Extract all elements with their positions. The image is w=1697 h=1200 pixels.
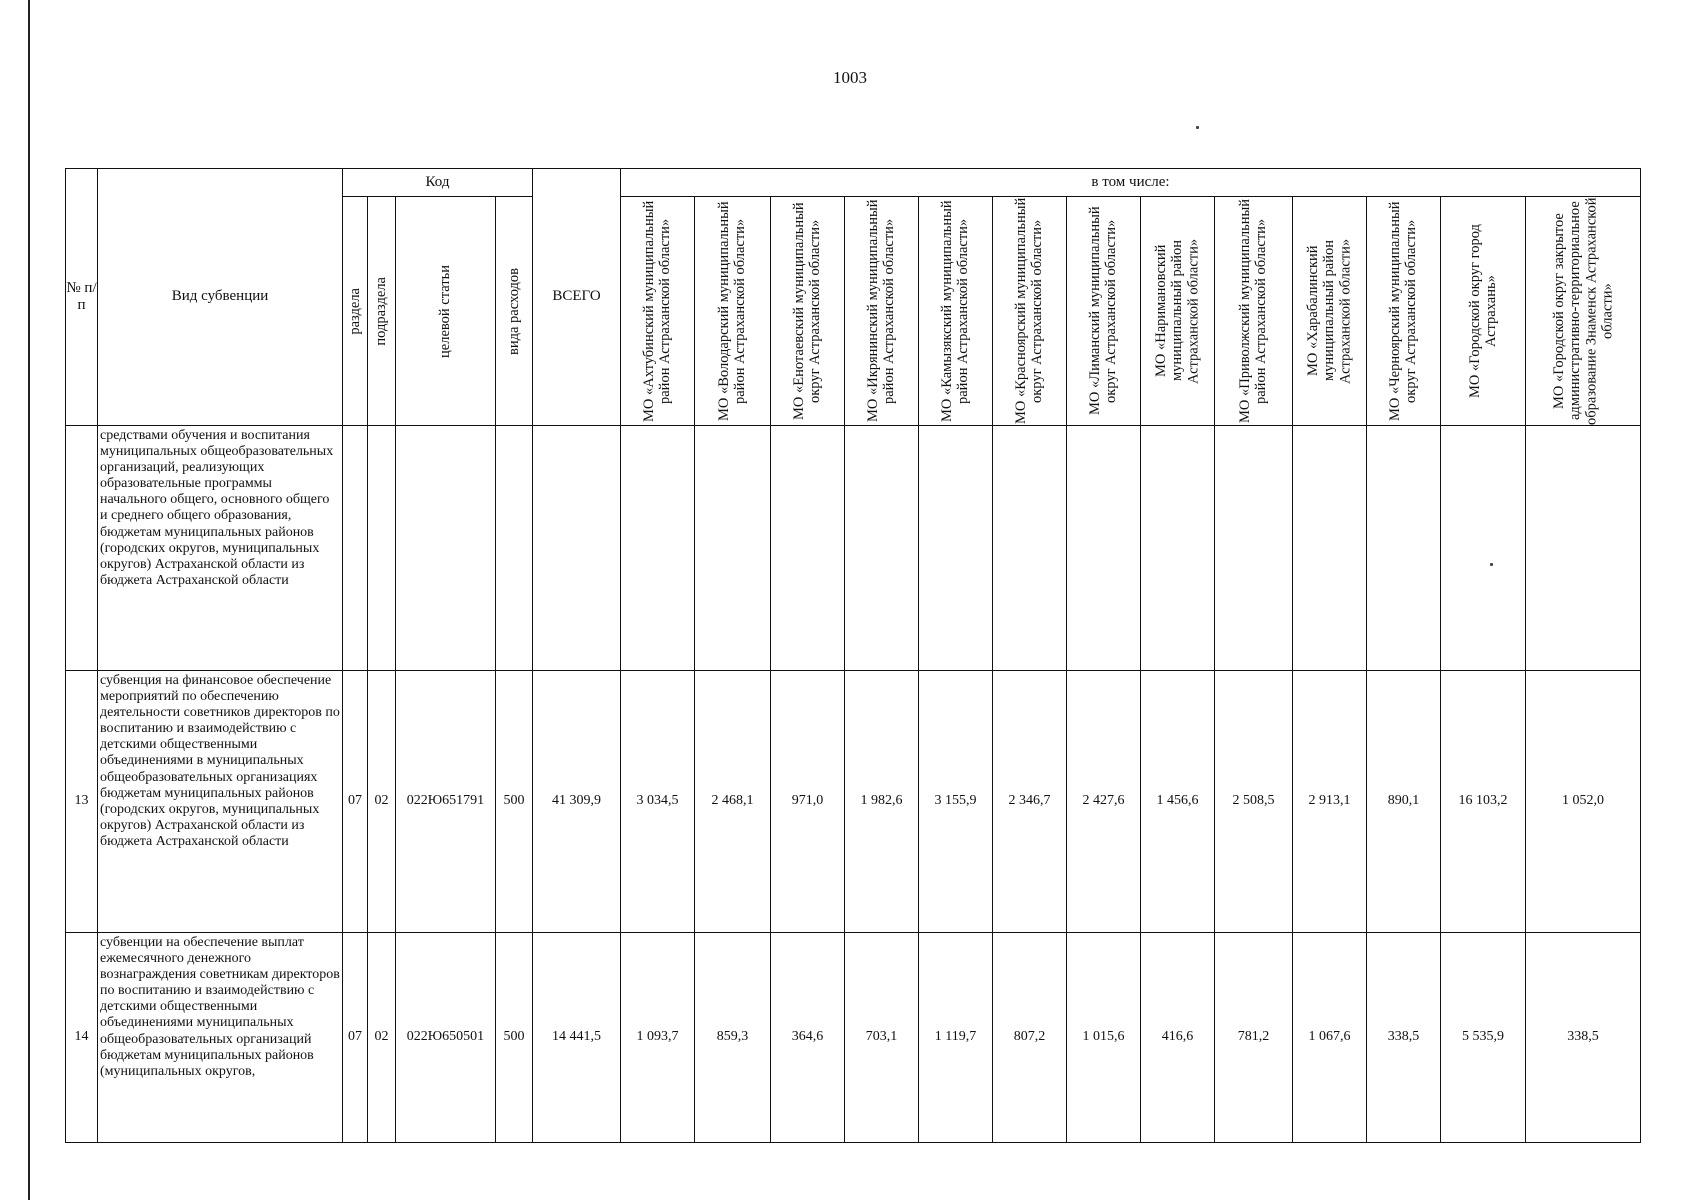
header-subsidy-type: Вид субвенции <box>98 169 343 426</box>
row-subsection-code <box>368 426 396 671</box>
header-total: ВСЕГО <box>533 169 621 426</box>
header-code-subsection: подраздела <box>368 197 396 426</box>
row-municipality-value <box>1367 426 1441 671</box>
header-num: № п/п <box>66 169 98 426</box>
row-municipality-value: 781,2 <box>1215 933 1293 1143</box>
row-municipality-value: 1 067,6 <box>1293 933 1367 1143</box>
header-code: Код <box>343 169 533 197</box>
row-section-code: 07 <box>343 933 368 1143</box>
header-municipality: МО «Енотаевский муниципальный округ Астраханской области» <box>771 197 845 426</box>
row-municipality-value: 1 119,7 <box>919 933 993 1143</box>
row-expense-code: 500 <box>496 671 533 933</box>
header-municipality: МО «Володарский муниципальный район Астраханской области» <box>695 197 771 426</box>
scan-speck <box>1196 126 1199 129</box>
row-municipality-value: 1 982,6 <box>845 671 919 933</box>
scan-speck <box>1490 563 1493 566</box>
row-municipality-value: 1 015,6 <box>1067 933 1141 1143</box>
row-municipality-value: 364,6 <box>771 933 845 1143</box>
row-municipality-value: 2 346,7 <box>993 671 1067 933</box>
row-total: 14 441,5 <box>533 933 621 1143</box>
page-number: 1003 <box>833 68 867 87</box>
row-expense-code: 500 <box>496 933 533 1143</box>
row-municipality-value <box>1067 426 1141 671</box>
header-municipality: МО «Лиманский муниципальный округ Астраханской области» <box>1067 197 1141 426</box>
row-municipality-value: 338,5 <box>1367 933 1441 1143</box>
row-municipality-value: 807,2 <box>993 933 1067 1143</box>
header-municipality: МО «Черноярский муниципальный округ Астраханской области» <box>1367 197 1441 426</box>
header-code-section: раздела <box>343 197 368 426</box>
row-target-code: 022Ю651791 <box>396 671 496 933</box>
row-total: 41 309,9 <box>533 671 621 933</box>
row-municipality-value: 1 052,0 <box>1526 671 1641 933</box>
header-municipality: МО «Красноярский муниципальный округ Астраханской области» <box>993 197 1067 426</box>
header-municipality: МО «Харабалинский муниципальный район Астраханской области» <box>1293 197 1367 426</box>
row-municipality-value: 1 456,6 <box>1141 671 1215 933</box>
row-municipality-value <box>621 426 695 671</box>
row-total <box>533 426 621 671</box>
header-municipality: МО «Городской округ закрытое административно-территориальное образование Знаменск Астраханской области» <box>1526 197 1641 426</box>
row-municipality-value <box>1141 426 1215 671</box>
row-municipality-value: 5 535,9 <box>1441 933 1526 1143</box>
row-number <box>66 426 98 671</box>
row-municipality-value: 3 034,5 <box>621 671 695 933</box>
row-target-code: 022Ю650501 <box>396 933 496 1143</box>
row-municipality-value: 3 155,9 <box>919 671 993 933</box>
row-municipality-value: 338,5 <box>1526 933 1641 1143</box>
header-including: в том числе: <box>621 169 1641 197</box>
row-municipality-value: 703,1 <box>845 933 919 1143</box>
table-row <box>66 426 1641 671</box>
header-municipality: МО «Приволжский муниципальный район Астраханской области» <box>1215 197 1293 426</box>
row-municipality-value: 1 093,7 <box>621 933 695 1143</box>
row-municipality-value: 971,0 <box>771 671 845 933</box>
header-municipality: МО «Ахтубинский муниципальный район Астраханской области» <box>621 197 695 426</box>
row-municipality-value: 416,6 <box>1141 933 1215 1143</box>
row-section-code: 07 <box>343 671 368 933</box>
table-row <box>66 933 1641 1143</box>
header-municipality: МО «Городской округ город Астрахань» <box>1441 197 1526 426</box>
row-municipality-value <box>1215 426 1293 671</box>
table-row <box>66 671 1641 933</box>
row-municipality-value <box>1441 426 1526 671</box>
row-municipality-value: 16 103,2 <box>1441 671 1526 933</box>
header-municipality: МО «Наримановский муниципальный район Астраханской области» <box>1141 197 1215 426</box>
row-municipality-value: 2 427,6 <box>1067 671 1141 933</box>
subsidy-table <box>65 168 1641 1143</box>
row-municipality-value <box>771 426 845 671</box>
row-subsection-code: 02 <box>368 933 396 1143</box>
row-description: субвенция на финансовое обеспечение мероприятий по обеспечению деятельности советников директоров по воспитанию и взаимодействию с детскими общественными объединениями в муниципальных общеобразовательных организациях бюджетам муниципальных районов (городских округов, муниципальных округов) Астраханской области из бюджета Астраханской области <box>98 671 343 933</box>
header-code-target: целевой статьи <box>396 197 496 426</box>
header-code-expense: вида расходов <box>496 197 533 426</box>
row-section-code <box>343 426 368 671</box>
row-municipality-value <box>1526 426 1641 671</box>
row-target-code <box>396 426 496 671</box>
row-municipality-value: 2 468,1 <box>695 671 771 933</box>
row-subsection-code: 02 <box>368 671 396 933</box>
margin-line <box>28 0 30 1200</box>
row-municipality-value: 2 508,5 <box>1215 671 1293 933</box>
row-municipality-value <box>845 426 919 671</box>
row-municipality-value <box>695 426 771 671</box>
header-municipality: МО «Икрянинский муниципальный район Астраханской области» <box>845 197 919 426</box>
row-municipality-value: 890,1 <box>1367 671 1441 933</box>
header-municipality: МО «Камызякский муниципальный район Астраханской области» <box>919 197 993 426</box>
row-description: средствами обучения и воспитания муниципальных общеобразовательных организаций, реализующих образовательные программы начального общего, основного общего и среднего общего образования, бюджетам муниципальных районов (городских округов, муниципальных округов) Астраханской области из бюджета Астраханской области <box>98 426 343 671</box>
row-expense-code <box>496 426 533 671</box>
header-row-top <box>66 169 1641 197</box>
row-description: субвенции на обеспечение выплат ежемесячного денежного вознаграждения советникам директоров по воспитанию и взаимодействию с детскими общественными объединениями муниципальных общеобразовательных организаций бюджетам муниципальных районов (муниципальных округов, <box>98 933 343 1143</box>
row-municipality-value <box>1293 426 1367 671</box>
row-number: 14 <box>66 933 98 1143</box>
row-number: 13 <box>66 671 98 933</box>
row-municipality-value <box>919 426 993 671</box>
row-municipality-value: 859,3 <box>695 933 771 1143</box>
row-municipality-value <box>993 426 1067 671</box>
row-municipality-value: 2 913,1 <box>1293 671 1367 933</box>
